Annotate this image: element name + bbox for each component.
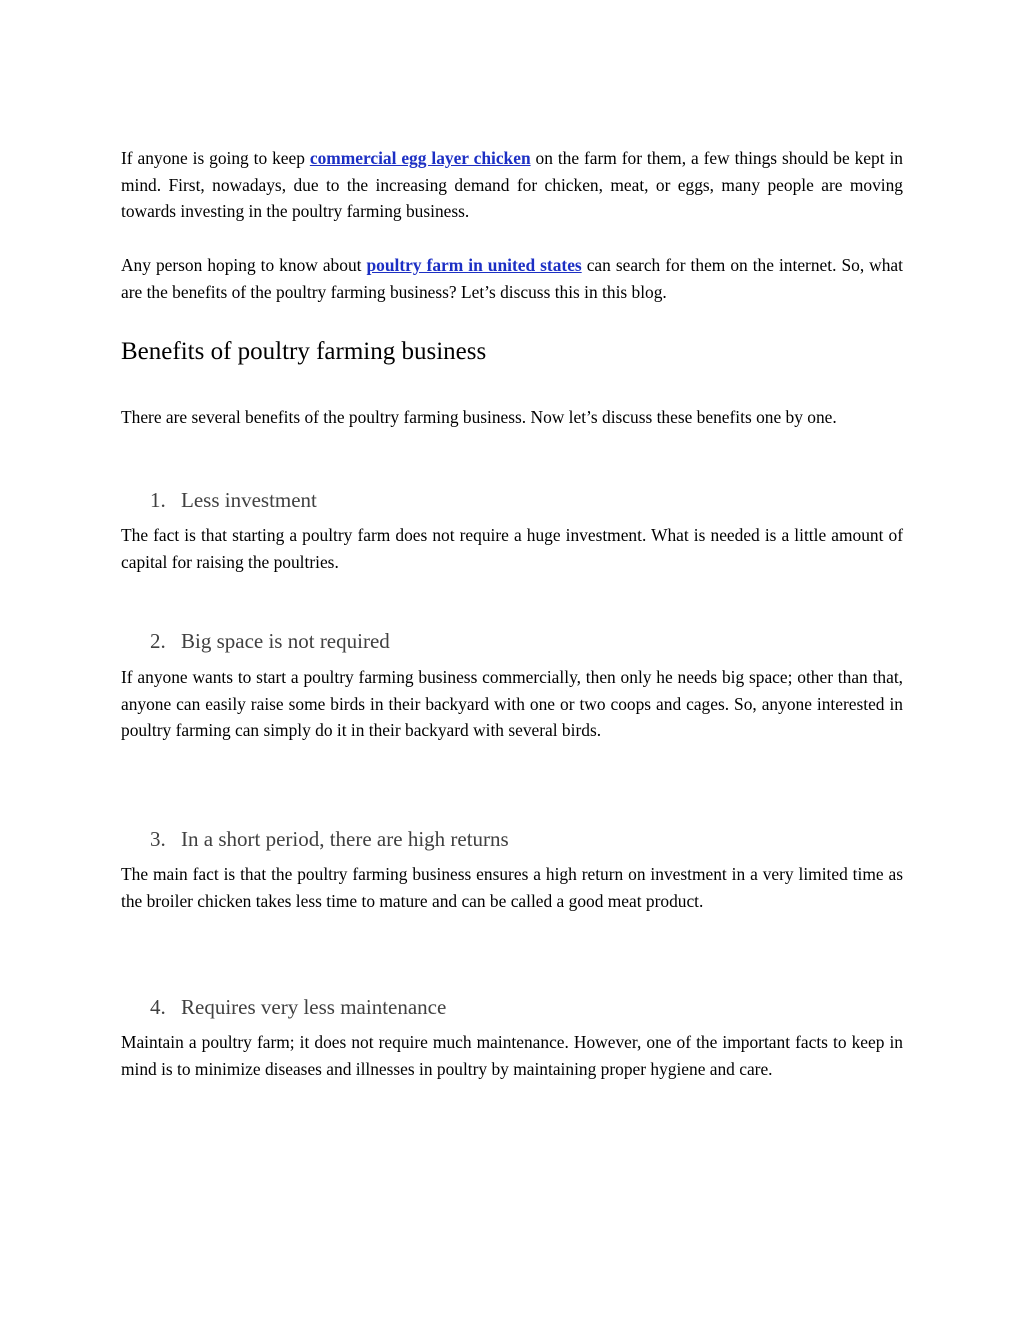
- benefit-body-3: The main fact is that the poultry farming business ensures a high return on investment in a very limited time as the broiler chicken takes less time to mature and can be called a good meat product.: [121, 864, 903, 911]
- intro-paragraph-2: [121, 252, 903, 305]
- benefit-number: 3.: [150, 827, 166, 851]
- section-intro-paragraph: There are several benefits of the poultry farming business. Now let’s discuss these benefits one by one.: [121, 407, 837, 427]
- benefit-heading-2: [150, 627, 390, 655]
- benefit-heading-text: Less investment: [181, 488, 317, 512]
- benefit-number: 4.: [150, 995, 166, 1019]
- benefit-body-2: If anyone wants to start a poultry farming business commercially, then only he needs big space; other than that, anyone can easily raise some birds in their backyard with one or two coops and cages. So, anyone interested in poultry farming can simply do it in their backyard with several birds.: [121, 667, 903, 740]
- benefit-heading-1: [150, 486, 317, 514]
- benefit-body-1: The fact is that starting a poultry farm does not require a huge investment. What is needed is a little amount of capital for raising the poultries.: [121, 525, 903, 572]
- benefit-number: 2.: [150, 629, 166, 653]
- benefit-body-4: Maintain a poultry farm; it does not require much maintenance. However, one of the important facts to keep in mind is to minimize diseases and illnesses in poultry by maintaining proper hygiene and care.: [121, 1032, 903, 1079]
- benefit-number: 1.: [150, 488, 166, 512]
- intro-text: If anyone is going to keep: [121, 148, 310, 168]
- benefit-heading-4: [150, 993, 446, 1021]
- benefit-heading-text: Big space is not required: [181, 629, 390, 653]
- section-title: Benefits of poultry farming business: [121, 338, 487, 365]
- benefit-heading-text: Requires very less maintenance: [181, 995, 447, 1019]
- commercial-egg-layer-chicken-link[interactable]: commercial egg layer chicken: [309, 148, 531, 168]
- poultry-farm-in-united-states-link[interactable]: poultry farm in united states: [366, 255, 582, 275]
- benefit-heading-3: [150, 825, 509, 853]
- intro-paragraph-1: [121, 145, 903, 225]
- intro-text: Any person hoping to know about: [121, 255, 367, 275]
- benefit-heading-text: In a short period, there are high returns: [181, 827, 509, 851]
- intro-text: on the farm for them, a few things should be kept in mind. First, nowadays, due to the increasing demand for chicken, meat, or eggs, many people are moving towards investing in the poultry farming business.: [121, 148, 903, 221]
- intro-text: can search for them on the internet. So, what are the benefits of the poultry farming business? Let’s discuss this in this blog.: [121, 255, 903, 302]
